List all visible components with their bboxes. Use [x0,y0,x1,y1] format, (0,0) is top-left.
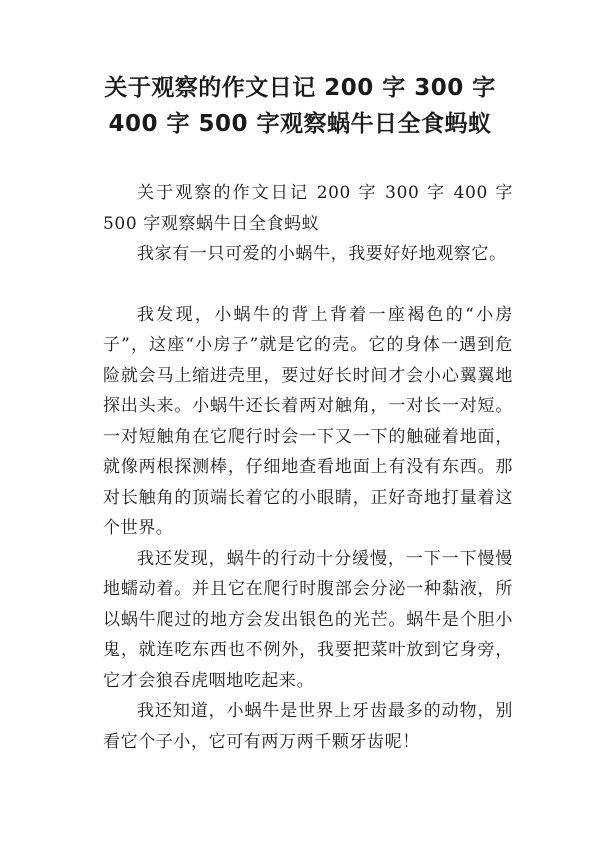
paragraph-opening: 我家有一只可爱的小蜗牛，我要好好地观察它。 [137,244,507,264]
paragraph-intro: 关于观察的作文日记 200 字 300 字 400 字 500 字观察蜗牛日全食蚂蚁 [103,183,513,234]
paragraph-movement: 我还发现，蜗牛的行动十分缓慢，一下一下慢慢地蠕动着。并且它在爬行时腹部会分泌一种黏液，所以蜗牛爬过的地方会发出银色的光芒。蜗牛是个胆小鬼，就连吃东西也不例外，我要把菜叶放到它身旁，它才会狼吞虎咽地吃起来。 [103,548,513,691]
title-line-2: 400 字 500 字观察蜗牛日全食蚂蚁 [108,111,492,137]
document-body [103,178,513,757]
document-title [60,70,540,142]
paragraph-shell-and-antennae: 我发现，小蜗牛的背上背着一座褐色的“小房子”，这座“小房子”就是它的壳。它的身体一遇到危险就会马上缩进壳里，要过好长时间才会小心翼翼地探出头来。小蜗牛还长着两对触角，一对长一对短。一对短触角在它爬行时会一下又一下的触碰着地面，就像两根探测棒，仔细地查看地面上有没有东西。那对长触角的顶端长着它的小眼睛，正好奇地打量着这个世界。 [103,304,513,538]
paragraph-teeth: 我还知道，小蜗牛是世界上牙齿最多的动物，别看它个子小，它可有两万两千颗牙齿呢！ [103,701,513,752]
title-line-1: 关于观察的作文日记 200 字 300 字 [104,75,496,101]
